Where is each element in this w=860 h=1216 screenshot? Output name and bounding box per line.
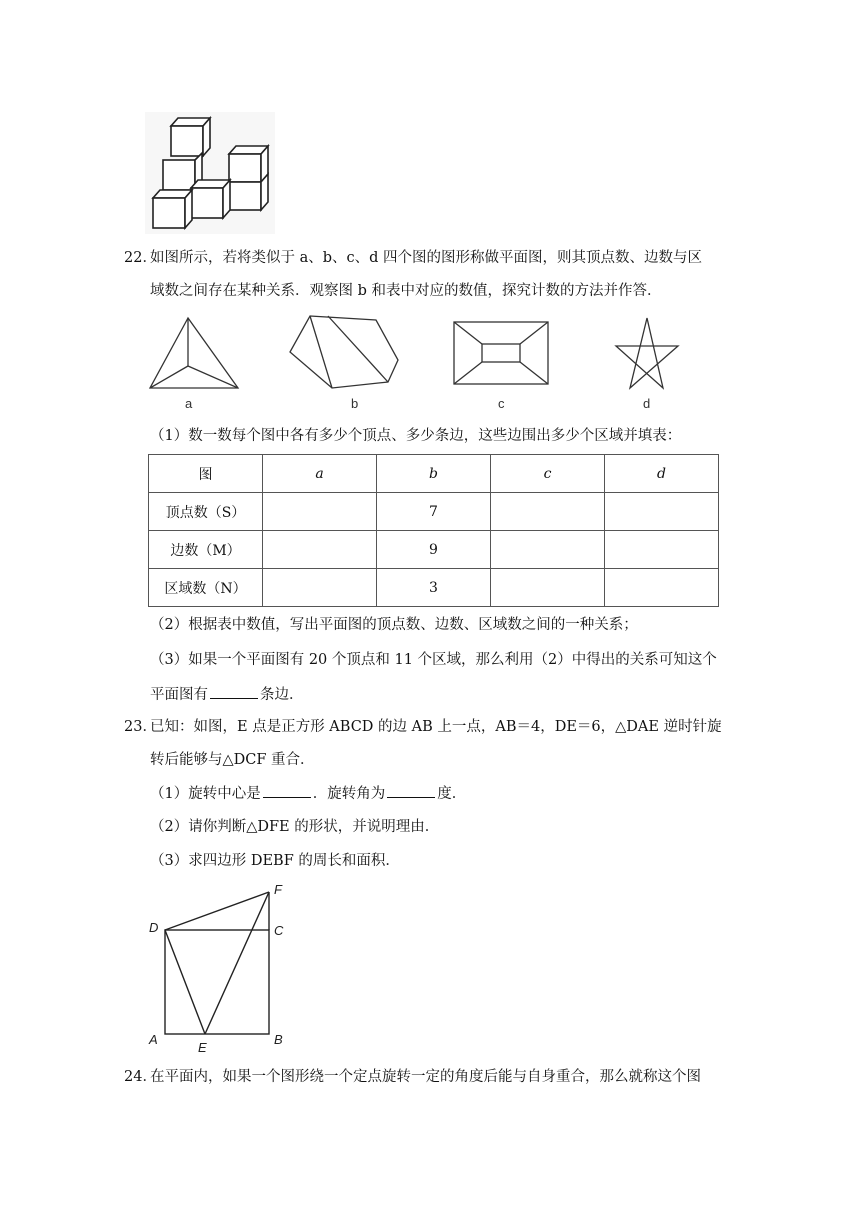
q22-figures [140, 310, 700, 420]
table-cell [605, 493, 719, 531]
q23-part1-a: （1）旋转中心是 [150, 786, 261, 802]
label-B: B [274, 1032, 283, 1047]
table-row-label: 边数（M） [149, 531, 263, 569]
answer-blank[interactable] [263, 783, 311, 798]
table-cell: 9 [377, 531, 491, 569]
q23-part2: （2）请你判断△DFE 的形状，并说明理由． [150, 819, 440, 835]
table-header-cell: b [377, 455, 491, 493]
q22-part2: （2）根据表中数值，写出平面图的顶点数、边数、区域数之间的一种关系； [150, 617, 638, 633]
q22-table [148, 454, 719, 607]
figure-c-label: c [498, 396, 505, 411]
table-header-cell: c [491, 455, 605, 493]
q23-line2: 转后能够与△DCF 重合． [150, 752, 315, 768]
q24-number: 24． [124, 1069, 157, 1085]
table-header-cell: d [605, 455, 719, 493]
label-E: E [198, 1040, 207, 1055]
table-cell: 3 [377, 569, 491, 607]
table-row [149, 531, 719, 569]
figure-b-label: b [351, 396, 359, 411]
q22-part1: （1）数一数每个图中各有多少个顶点、多少条边，这些边围出多少个区域并填表： [150, 428, 682, 444]
q22-part3-prefix: 平面图有 [150, 687, 208, 703]
label-C: C [274, 923, 284, 938]
q22-part3-line2 [150, 684, 304, 705]
table-row [149, 569, 719, 607]
q23-part1 [150, 783, 466, 804]
table-cell [491, 531, 605, 569]
label-D: D [149, 920, 159, 935]
q22-part3-line1: （3）如果一个平面图有 20 个顶点和 11 个区域，那么利用（2）中得出的关系可知这个 [150, 652, 717, 668]
figure-c [454, 322, 548, 384]
table-header-cell: 图 [149, 455, 263, 493]
q22-line1: 如图所示，若将类似于 a、b、c、d 四个图的图形称做平面图，则其顶点数、边数与区 [150, 250, 703, 266]
figure-a [150, 318, 238, 388]
table-row-label: 顶点数（S） [149, 493, 263, 531]
cubes-figure [145, 112, 275, 234]
table-cell [491, 569, 605, 607]
table-cell [605, 531, 719, 569]
table-cell: 7 [377, 493, 491, 531]
figure-b [290, 316, 398, 388]
q23-line1: 已知：如图，E 点是正方形 ABCD 的边 AB 上一点，AB＝4，DE＝6，△DAE 逆时针旋 [150, 719, 722, 735]
q22-line2: 域数之间存在某种关系．观察图 b 和表中对应的数值，探究计数的方法并作答． [150, 283, 662, 299]
table-row-label: 区域数（N） [149, 569, 263, 607]
table-row [149, 493, 719, 531]
q23-part1-c: 度． [437, 786, 467, 802]
label-A: A [149, 1032, 158, 1047]
figure-d-label: d [643, 396, 651, 411]
table-cell [263, 569, 377, 607]
table-header-cell: a [263, 455, 377, 493]
table-cell [263, 493, 377, 531]
figure-d [616, 318, 678, 388]
q23-square-figure [145, 880, 295, 1060]
answer-blank[interactable] [387, 783, 435, 798]
q23-part3: （3）求四边形 DEBF 的周长和面积． [150, 853, 400, 869]
q23-part1-b: ．旋转角为 [312, 786, 386, 802]
table-cell [491, 493, 605, 531]
table-cell [263, 531, 377, 569]
answer-blank[interactable] [210, 684, 258, 699]
q24-line1: 在平面内，如果一个图形绕一个定点旋转一定的角度后能与自身重合，那么就称这个图 [150, 1069, 701, 1085]
table-cell [605, 569, 719, 607]
q22-part3-suffix: 条边． [260, 687, 304, 703]
q22-number: 22． [124, 250, 157, 266]
label-F: F [274, 882, 282, 897]
table-header-row [149, 455, 719, 493]
q23-number: 23． [124, 719, 157, 735]
figure-a-label: a [185, 396, 193, 411]
